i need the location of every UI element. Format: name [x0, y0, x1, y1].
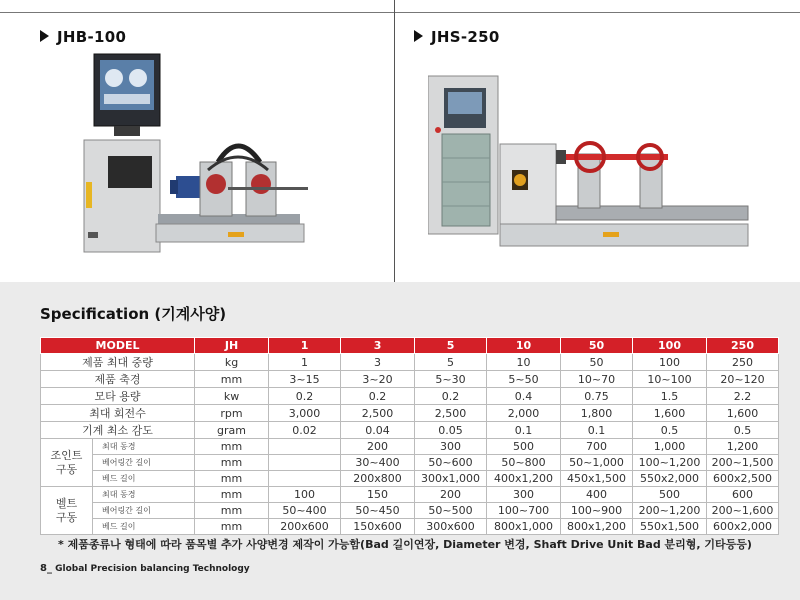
cell-value: 0.4 [487, 388, 561, 405]
cell-value: 100~900 [561, 503, 633, 519]
cell-value: 300 [487, 487, 561, 503]
row-unit: kw [195, 388, 269, 405]
cell-value: 600x2,000 [707, 519, 779, 535]
cell-value [269, 439, 341, 455]
cell-value: 150 [341, 487, 415, 503]
page-number: 8_ [40, 563, 52, 574]
cell-value: 800x1,200 [561, 519, 633, 535]
cell-value: 10 [487, 354, 561, 371]
spec-row [41, 439, 779, 455]
group-label-line1: 조인트 [50, 448, 83, 462]
header-unit: JH [195, 338, 269, 354]
row-unit: rpm [195, 405, 269, 422]
top-rule [0, 12, 800, 13]
cell-value: 2,500 [341, 405, 415, 422]
group-label-line2: 구동 [55, 462, 78, 476]
jhb100-machine-image [78, 52, 308, 268]
cell-value: 200~1,200 [633, 503, 707, 519]
cell-value: 0.2 [415, 388, 487, 405]
sub-row-label: 최대 동경 [93, 487, 195, 503]
row-unit: mm [195, 503, 269, 519]
spec-header-row [41, 338, 779, 354]
spec-row [41, 371, 779, 388]
sub-row-label: 베드 길이 [93, 471, 195, 487]
cell-value: 2.2 [707, 388, 779, 405]
sub-row-label: 최대 동경 [93, 439, 195, 455]
triangle-bullet-icon [414, 30, 423, 42]
group-label [41, 439, 93, 487]
cell-value: 50~600 [415, 455, 487, 471]
cell-value: 50~500 [415, 503, 487, 519]
header-model-5: 5 [415, 338, 487, 354]
cell-value: 700 [561, 439, 633, 455]
cell-value: 300x600 [415, 519, 487, 535]
cell-value: 100 [269, 487, 341, 503]
cell-value: 300 [415, 439, 487, 455]
cell-value: 0.5 [633, 422, 707, 439]
cell-value: 550x1,500 [633, 519, 707, 535]
row-label: 제품 축경 [41, 371, 195, 388]
row-unit: mm [195, 455, 269, 471]
cell-value: 1 [269, 354, 341, 371]
cell-value: 0.75 [561, 388, 633, 405]
cell-value: 100~700 [487, 503, 561, 519]
footer-text: Global Precision balancing Technology [51, 564, 250, 574]
row-unit: mm [195, 471, 269, 487]
cell-value: 0.2 [269, 388, 341, 405]
cell-value: 2,000 [487, 405, 561, 422]
vertical-divider [394, 0, 395, 282]
row-unit: mm [195, 439, 269, 455]
cell-value: 200 [415, 487, 487, 503]
header-model-50: 50 [561, 338, 633, 354]
cell-value: 50~450 [341, 503, 415, 519]
row-label: 모타 용량 [41, 388, 195, 405]
cell-value: 1,600 [633, 405, 707, 422]
product-section [0, 0, 800, 282]
cell-value: 50~400 [269, 503, 341, 519]
row-unit: mm [195, 519, 269, 535]
cell-value: 10~70 [561, 371, 633, 388]
spec-title: Specification (기계사양) [40, 305, 227, 323]
cell-value: 1,200 [707, 439, 779, 455]
spec-row [41, 422, 779, 439]
spec-row [41, 354, 779, 371]
cell-value: 3~15 [269, 371, 341, 388]
cell-value: 500 [487, 439, 561, 455]
triangle-bullet-icon [40, 30, 49, 42]
cell-value: 500 [633, 487, 707, 503]
cell-value: 800x1,000 [487, 519, 561, 535]
spec-row [41, 388, 779, 405]
cell-value: 50 [561, 354, 633, 371]
cell-value: 5~30 [415, 371, 487, 388]
cell-value: 3 [341, 354, 415, 371]
cell-value: 100~1,200 [633, 455, 707, 471]
cell-value: 3~20 [341, 371, 415, 388]
cell-value [269, 471, 341, 487]
cell-value: 550x2,000 [633, 471, 707, 487]
cell-value: 0.5 [707, 422, 779, 439]
cell-value: 20~120 [707, 371, 779, 388]
cell-value: 50~800 [487, 455, 561, 471]
spec-row [41, 405, 779, 422]
cell-value: 50~1,000 [561, 455, 633, 471]
header-model: MODEL [41, 338, 195, 354]
cell-value: 600x2,500 [707, 471, 779, 487]
cell-value: 0.2 [341, 388, 415, 405]
row-unit: gram [195, 422, 269, 439]
row-unit: mm [195, 487, 269, 503]
cell-value: 250 [707, 354, 779, 371]
cell-value: 0.1 [487, 422, 561, 439]
cell-value: 5~50 [487, 371, 561, 388]
cell-value [269, 455, 341, 471]
product-title-jhs250: JHS-250 [414, 28, 500, 46]
cell-value: 0.1 [561, 422, 633, 439]
cell-value: 0.02 [269, 422, 341, 439]
cell-value: 200 [341, 439, 415, 455]
cell-value: 0.04 [341, 422, 415, 439]
group-label [41, 487, 93, 535]
spec-row [41, 471, 779, 487]
cell-value: 400 [561, 487, 633, 503]
footnote: * 제품종류나 형태에 따라 품목별 추가 사양변경 제작이 가능함(Bad 길이연장, Diameter 변경, Shaft Drive Unit Bad 분리형, 기타등등) [58, 538, 752, 551]
spec-row [41, 503, 779, 519]
row-label: 최대 회전수 [41, 405, 195, 422]
sub-row-label: 베어링간 길이 [93, 503, 195, 519]
row-label: 기계 최소 감도 [41, 422, 195, 439]
sub-row-label: 베드 길이 [93, 519, 195, 535]
spec-row [41, 455, 779, 471]
header-model-1: 1 [269, 338, 341, 354]
cell-value: 450x1,500 [561, 471, 633, 487]
group-label-line2: 구동 [55, 510, 78, 524]
cell-value: 200x800 [341, 471, 415, 487]
row-label: 제품 최대 중량 [41, 354, 195, 371]
spec-table [40, 337, 779, 535]
cell-value: 30~400 [341, 455, 415, 471]
header-model-10: 10 [487, 338, 561, 354]
cell-value: 5 [415, 354, 487, 371]
spec-row [41, 487, 779, 503]
row-unit: kg [195, 354, 269, 371]
spec-row [41, 519, 779, 535]
cell-value: 1.5 [633, 388, 707, 405]
cell-value: 1,600 [707, 405, 779, 422]
cell-value: 600 [707, 487, 779, 503]
cell-value: 2,500 [415, 405, 487, 422]
cell-value: 0.05 [415, 422, 487, 439]
cell-value: 10~100 [633, 371, 707, 388]
cell-value: 400x1,200 [487, 471, 561, 487]
group-label-line1: 벨트 [55, 496, 78, 510]
cell-value: 100 [633, 354, 707, 371]
cell-value: 150x600 [341, 519, 415, 535]
cell-value: 200~1,500 [707, 455, 779, 471]
header-model-250: 250 [707, 338, 779, 354]
row-unit: mm [195, 371, 269, 388]
header-model-3: 3 [341, 338, 415, 354]
page-footer [40, 563, 250, 574]
product-title-jhb100: JHB-100 [40, 28, 126, 46]
cell-value: 300x1,000 [415, 471, 487, 487]
sub-row-label: 베어링간 길이 [93, 455, 195, 471]
cell-value: 1,000 [633, 439, 707, 455]
cell-value: 200~1,600 [707, 503, 779, 519]
header-model-100: 100 [633, 338, 707, 354]
jhs250-machine-image [428, 74, 750, 254]
cell-value: 200x600 [269, 519, 341, 535]
cell-value: 3,000 [269, 405, 341, 422]
cell-value: 1,800 [561, 405, 633, 422]
